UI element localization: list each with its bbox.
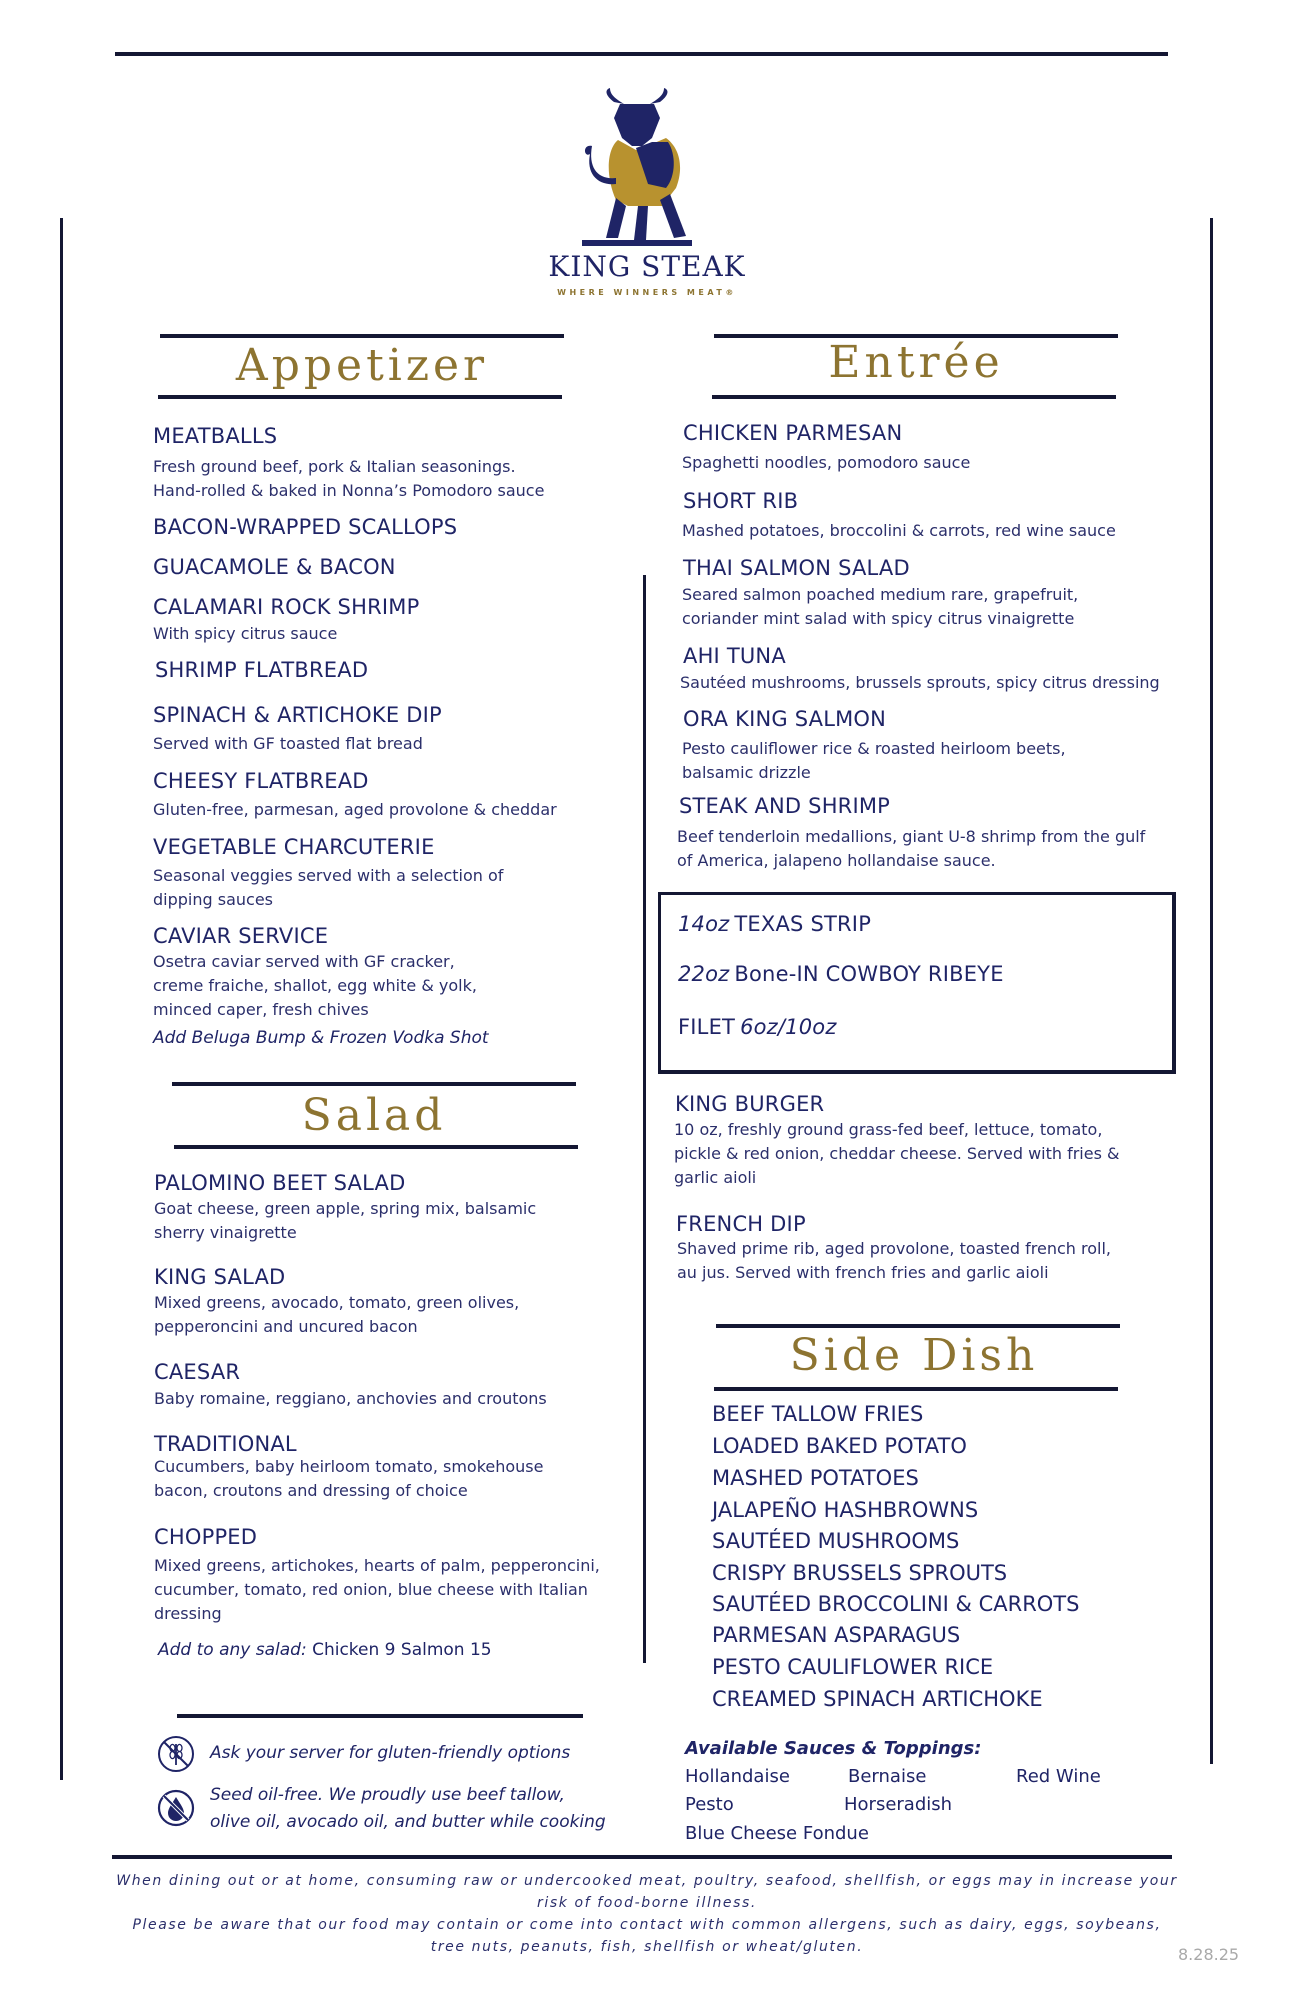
salad-addon-label: Add to any salad: [158, 1640, 307, 1660]
entree-item-desc: balsamic drizzle [682, 763, 811, 782]
side-dish-rule-bottom [714, 1387, 1118, 1391]
oil-note-line: Seed oil-free. We proudly use beef tallow, [210, 1785, 565, 1805]
entree-item-name: STEAK AND SHRIMP [679, 794, 891, 818]
sauces-title: Available Sauces & Toppings: [685, 1738, 982, 1759]
appetizer-item-name: BACON-WRAPPED SCALLOPS [153, 515, 458, 539]
sauce-item: Bernaise [848, 1766, 927, 1787]
sauce-item: Pesto [685, 1794, 734, 1815]
entree-item-name: THAI SALMON SALAD [683, 556, 910, 580]
steak-weight: 14oz [678, 912, 730, 936]
entree-item-desc: Spaghetti noodles, pomodoro sauce [682, 453, 971, 472]
side-dish-item: CREAMED SPINACH ARTICHOKE [712, 1687, 1043, 1711]
salad-item-name: KING SALAD [154, 1265, 286, 1289]
appetizer-addon: Add Beluga Bump & Frozen Vodka Shot [153, 1028, 489, 1048]
sauce-item: Horseradish [844, 1794, 953, 1815]
side-dish-item: PESTO CAULIFLOWER RICE [712, 1655, 994, 1679]
footer-allergen-line: tree nuts, peanuts, fish, shellfish or wheat/gluten. [430, 1939, 864, 1955]
appetizer-item-desc: Gluten-free, parmesan, aged provolone & cheddar [153, 800, 557, 819]
appetizer-item-name: SPINACH & ARTICHOKE DIP [153, 703, 442, 727]
bull-logo-icon [576, 88, 698, 248]
side-dish-item: MASHED POTATOES [712, 1466, 919, 1490]
top-rule [115, 52, 1168, 56]
side-dish-heading: Side Dish [789, 1330, 1039, 1381]
appetizer-item-name: SHRIMP FLATBREAD [155, 658, 369, 682]
appetizer-item-desc: Served with GF toasted flat bread [153, 734, 423, 753]
salad-item-desc: Baby romaine, reggiano, anchovies and croutons [154, 1389, 547, 1408]
entree-item-name: AHI TUNA [683, 644, 786, 668]
oil-note-line: olive oil, avocado oil, and butter while cooking [210, 1812, 606, 1832]
steak-name: TEXAS STRIP [734, 912, 872, 936]
entree-item-name: SHORT RIB [683, 489, 799, 513]
steak-name: FILET [678, 1015, 736, 1039]
appetizer-item-name: CALAMARI ROCK SHRIMP [153, 595, 420, 619]
appetizer-heading: Appetizer [235, 340, 489, 391]
salad-item-desc: Cucumbers, baby heirloom tomato, smokehouse [154, 1457, 544, 1476]
steak-item [678, 962, 1004, 986]
entree-item-desc: garlic aioli [674, 1168, 757, 1187]
appetizer-item-desc: With spicy citrus sauce [153, 624, 338, 643]
entree-item-desc: au jus. Served with french fries and garlic aioli [677, 1263, 1049, 1282]
appetizer-item-desc: Seasonal veggies served with a selection of [153, 866, 504, 885]
salad-heading: Salad [301, 1090, 447, 1141]
footer-warning-line: risk of food-borne illness. [537, 1895, 757, 1911]
salad-item-desc: cucumber, tomato, red onion, blue cheese with Italian [154, 1580, 588, 1599]
appetizer-item-desc: minced caper, fresh chives [153, 1000, 369, 1019]
entree-item-desc: 10 oz, freshly ground grass-fed beef, lettuce, tomato, [674, 1120, 1103, 1139]
salad-addon-items: Chicken 9 Salmon 15 [312, 1640, 492, 1660]
left-frame-rule [60, 218, 63, 1780]
sauce-item: Hollandaise [685, 1766, 790, 1787]
appetizer-item-desc: creme fraiche, shallot, egg white & yolk, [153, 976, 477, 995]
appetizer-item-name: GUACAMOLE & BACON [153, 555, 396, 579]
sauce-item: Blue Cheese Fondue [685, 1823, 869, 1844]
side-dish-item: LOADED BAKED POTATO [712, 1434, 967, 1458]
entree-item-name: KING BURGER [675, 1092, 825, 1116]
salad-item-name: TRADITIONAL [154, 1432, 297, 1456]
entree-item-name: ORA KING SALMON [683, 707, 887, 731]
entree-heading: Entrée [828, 337, 1004, 388]
salad-item-name: CAESAR [154, 1360, 241, 1384]
salad-item-desc: pepperoncini and uncured bacon [154, 1317, 418, 1336]
entree-item-desc: Pesto cauliflower rice & roasted heirloom beets, [682, 739, 1066, 758]
salad-rule-top [172, 1082, 576, 1086]
notes-rule [177, 1714, 583, 1718]
entree-item-desc: Seared salmon poached medium rare, grapefruit, [682, 585, 1079, 604]
salad-item-desc: bacon, croutons and dressing of choice [154, 1481, 468, 1500]
side-dish-rule-top [716, 1324, 1120, 1328]
salad-addon [158, 1640, 492, 1660]
appetizer-item-desc: dipping sauces [153, 890, 273, 909]
center-divider [643, 575, 646, 1663]
steak-weight: 6oz/10oz [740, 1015, 837, 1039]
gluten-note: Ask your server for gluten-friendly options [210, 1743, 571, 1763]
appetizer-item-name: CHEESY FLATBREAD [153, 769, 369, 793]
steak-item [678, 1015, 837, 1039]
salad-item-desc: sherry vinaigrette [154, 1223, 297, 1242]
side-dish-item: PARMESAN ASPARAGUS [712, 1623, 961, 1647]
footer-warning-line: When dining out or at home, consuming raw or undercooked meat, poultry, seafood, shellfish, or eggs may in increase your [116, 1873, 1178, 1889]
appetizer-item-desc: Hand-rolled & baked in Nonna’s Pomodoro sauce [153, 481, 545, 500]
entree-item-desc: Sautéed mushrooms, brussels sprouts, spicy citrus dressing [680, 673, 1160, 692]
salad-item-desc: dressing [154, 1604, 222, 1623]
appetizer-rule-top [160, 334, 564, 338]
bottom-rule [112, 1855, 1172, 1859]
entree-item-desc: Shaved prime rib, aged provolone, toasted french roll, [677, 1239, 1111, 1258]
appetizer-item-desc: Fresh ground beef, pork & Italian seasonings. [153, 457, 516, 476]
entree-rule-bottom [712, 395, 1116, 399]
entree-item-desc: Mashed potatoes, broccolini & carrots, red wine sauce [682, 521, 1116, 540]
salad-item-desc: Mixed greens, artichokes, hearts of palm, pepperoncini, [154, 1556, 600, 1575]
salad-item-name: CHOPPED [154, 1525, 258, 1549]
side-dish-item: SAUTÉED BROCCOLINI & CARROTS [712, 1592, 1080, 1616]
salad-item-desc: Mixed greens, avocado, tomato, green olives, [154, 1293, 520, 1312]
brand-tagline: WHERE WINNERS MEAT® [557, 288, 737, 297]
footer-allergen-line: Please be aware that our food may contain or come into contact with common allergens, such as dairy, eggs, soybeans, [132, 1917, 1162, 1933]
salad-item-name: PALOMINO BEET SALAD [154, 1171, 406, 1195]
entree-item-name: FRENCH DIP [676, 1212, 806, 1236]
entree-item-desc: pickle & red onion, cheddar cheese. Served with fries & [674, 1144, 1120, 1163]
sauce-item: Red Wine [1016, 1766, 1101, 1787]
steak-item [678, 912, 871, 936]
appetizer-item-name: MEATBALLS [153, 424, 278, 448]
entree-item-desc: of America, jalapeno hollandaise sauce. [677, 851, 996, 870]
footer-date: 8.28.25 [1178, 1945, 1240, 1964]
side-dish-item: CRISPY BRUSSELS SPROUTS [712, 1561, 1008, 1585]
salad-rule-bottom [174, 1145, 578, 1149]
appetizer-item-name: CAVIAR SERVICE [153, 924, 329, 948]
side-dish-item: BEEF TALLOW FRIES [712, 1402, 924, 1426]
side-dish-item: JALAPEÑO HASHBROWNS [712, 1498, 979, 1522]
entree-item-desc: Beef tenderloin medallions, giant U-8 shrimp from the gulf [677, 827, 1146, 846]
entree-item-name: CHICKEN PARMESAN [683, 421, 903, 445]
wheat-crossed-icon [156, 1734, 196, 1774]
steak-name: Bone-IN COWBOY RIBEYE [734, 962, 1004, 986]
side-dish-item: SAUTÉED MUSHROOMS [712, 1529, 960, 1553]
appetizer-item-desc: Osetra caviar served with GF cracker, [153, 952, 455, 971]
brand-name: KING STEAK [548, 250, 746, 283]
appetizer-item-name: VEGETABLE CHARCUTERIE [153, 835, 435, 859]
drop-crossed-icon [156, 1788, 196, 1828]
steak-weight: 22oz [678, 962, 730, 986]
appetizer-rule-bottom [158, 395, 562, 399]
entree-item-desc: coriander mint salad with spicy citrus vinaigrette [682, 609, 1075, 628]
salad-item-desc: Goat cheese, green apple, spring mix, balsamic [154, 1199, 537, 1218]
right-frame-rule [1210, 218, 1213, 1764]
